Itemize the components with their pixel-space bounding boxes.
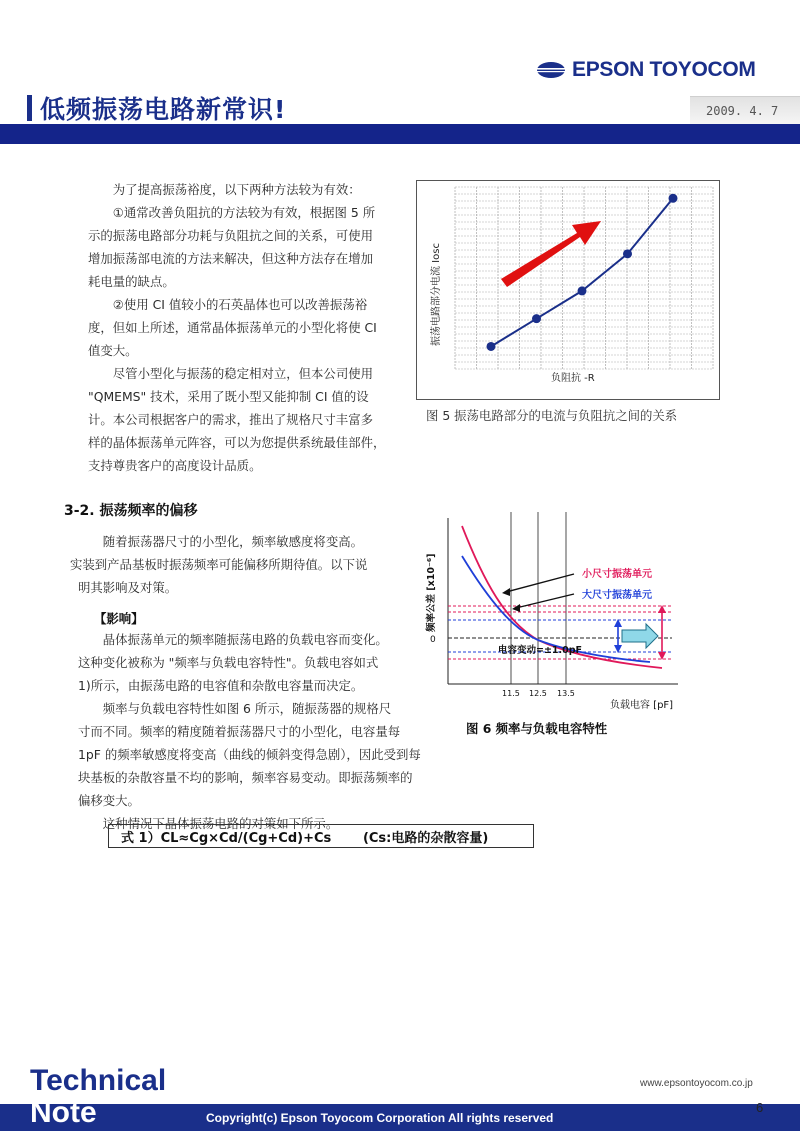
text-line: 这种情况下晶体振荡电路的对策如下所示。 <box>102 816 339 831</box>
logo-text: EPSON TOYOCOM <box>572 58 756 81</box>
text-line: 1)所示，由振荡电路的电容值和杂散电容量而决定。 <box>78 678 364 693</box>
section-paragraph-2 <box>78 628 448 835</box>
header-band <box>0 124 800 144</box>
figure-5-chart <box>417 181 719 399</box>
figure-5-xlabel: 负阻抗 -R <box>551 373 595 384</box>
title-marker <box>27 95 32 121</box>
text-line: 偏移变大。 <box>78 793 140 808</box>
text-line: 块基板的杂散容量不均的影响，频率容易变动。即振荡频率的 <box>78 770 413 785</box>
text-line: 支持尊贵客户的高度设计品质。 <box>88 458 262 473</box>
text-line: "QMEMS" 技术，采用了既小型又能抑制 CI 值的设 <box>88 389 369 404</box>
small-unit-label: 小尺寸振荡单元 <box>582 569 652 580</box>
text-line: 频率与负载电容特性如图 6 所示，随振荡器的规格尺 <box>102 701 392 716</box>
data-point <box>669 194 678 203</box>
figure-5-caption: 图 5 振荡电路部分的电流与负阻抗之间的关系 <box>426 408 678 423</box>
text-line: 示的振荡电路部分功耗与负阻抗之间的关系，可使用 <box>88 228 373 243</box>
small-label-pointer <box>506 574 574 592</box>
text-line: 寸而不同。频率的精度随着振荡器尺寸的小型化，电容量每 <box>78 724 401 739</box>
text-line: 样的晶体振荡单元阵容，可以为您提供系统最佳部件， <box>88 435 386 450</box>
technical-note-title-1: Technical <box>30 1064 167 1097</box>
text-line: 为了提高振荡裕度，以下两种方法较为有效： <box>112 182 361 197</box>
section-paragraph-1 <box>70 530 418 599</box>
fig6-tick-1: 11.5 <box>502 689 520 698</box>
data-point <box>623 249 632 258</box>
website-url[interactable]: www.epsontoyocom.co.jp <box>640 1078 753 1089</box>
figure-5 <box>416 180 720 400</box>
fig6-tick-3: 13.5 <box>557 689 575 698</box>
text-line: 增加振荡部电流的方法来解决，但这种方法存在增加 <box>88 251 373 266</box>
data-point <box>487 342 496 351</box>
text-line: 明其影响及对策。 <box>78 580 178 595</box>
text-line: 尽管小型化与振荡的稳定相对立，但本公司使用 <box>112 366 373 381</box>
company-logo <box>536 58 756 82</box>
figure-6 <box>414 512 682 712</box>
fig6-zero-label: 0 <box>430 635 436 645</box>
text-line: ②使用 CI 值较小的石英晶体也可以改善振荡裕 <box>112 297 368 312</box>
fig6-tick-2: 12.5 <box>529 689 547 698</box>
epson-logo-icon <box>536 61 566 79</box>
increase-arrow <box>501 221 601 287</box>
page-title: 低频振荡电路新常识! <box>40 95 287 124</box>
text-line: 晶体振荡单元的频率随振荡电路的负载电容而变化。 <box>102 632 388 647</box>
text-line: 计。本公司根据客户的需求，推出了规格尺寸丰富多 <box>88 412 373 427</box>
large-unit-label: 大尺寸振荡单元 <box>582 590 652 601</box>
figure-5-grid <box>455 187 713 369</box>
figure-5-ylabel: 振荡电路部分电流 Iosc <box>431 243 442 346</box>
text-line: 值变大。 <box>88 343 138 358</box>
copyright-text: Copyright(c) Epson Toyocom Corporation All rights reserved <box>206 1111 554 1125</box>
technical-note-title-2: Note <box>30 1096 97 1129</box>
text-line: 随着振荡器尺寸的小型化，频率敏感度将变高。 <box>102 534 363 549</box>
text-line: 度，但如上所述，通常晶体振荡单元的小型化将使 CI <box>88 320 377 335</box>
figure-6-caption: 图 6 频率与负载电容特性 <box>466 721 608 736</box>
figure-6-chart <box>414 512 682 712</box>
text-line: ①通常改善负阻抗的方法较为有效，根据图 5 所 <box>112 205 376 220</box>
data-point <box>578 286 587 295</box>
expansion-arrow <box>622 624 658 648</box>
text-line: 耗电量的缺点。 <box>88 274 175 289</box>
data-point <box>532 314 541 323</box>
fig6-ylabel: 频率公差 [x10⁻⁶] <box>426 553 437 632</box>
text-line: 1pF 的频率敏感度将变高（曲线的倾斜变得急剧），因此受到每 <box>78 747 421 762</box>
document-date: 2009. 4. 7 <box>706 104 779 118</box>
influence-label: 【影响】 <box>94 611 144 626</box>
formula-box <box>108 824 534 848</box>
intro-paragraph <box>88 178 406 477</box>
page-number: 6 <box>756 1100 764 1115</box>
formula-text: 式 1）CL≈Cg×Cd/(Cg+Cd)+Cs (Cs:电路的杂散容量) <box>121 830 489 846</box>
text-line: 实装到产品基板时振荡频率可能偏移所期待值。以下说 <box>70 557 368 572</box>
fig6-xlabel: 负载电容 [pF] <box>610 700 674 711</box>
cap-change-label: 电容变动=±1.0pF <box>498 645 583 656</box>
text-line: 这种变化被称为 "频率与负载电容特性"。负载电容如式 <box>78 655 379 670</box>
section-title: 3-2. 振荡频率的偏移 <box>64 503 198 519</box>
